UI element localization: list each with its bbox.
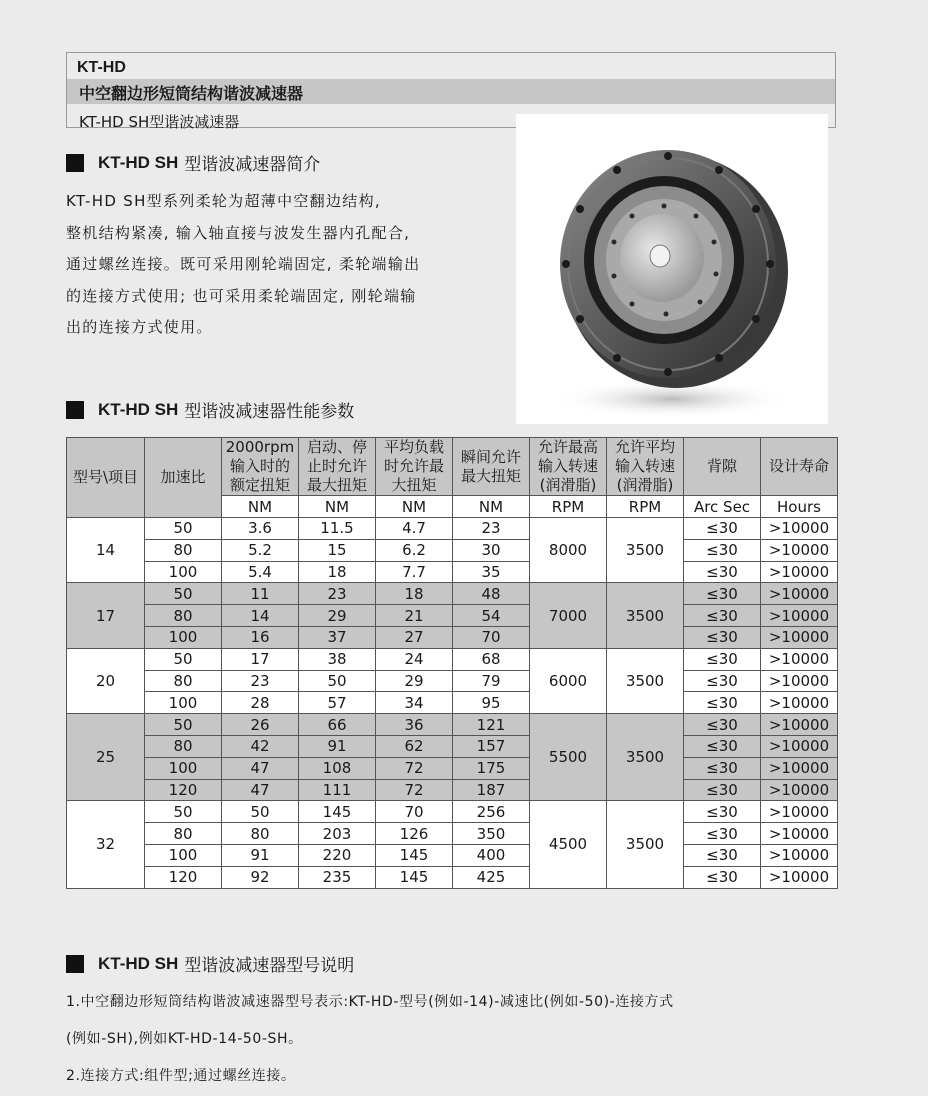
life-cell: >10000 — [761, 779, 838, 801]
ratio-cell: 50 — [145, 714, 222, 736]
life-cell: >10000 — [761, 866, 838, 888]
table-row — [67, 518, 838, 540]
life-cell: >10000 — [761, 844, 838, 866]
backlash-cell: ≤30 — [684, 779, 761, 801]
intro-title-rest: 型谐波减速器简介 — [184, 155, 321, 175]
rated-torque-cell: 17 — [222, 648, 299, 670]
rated-torque-cell: 50 — [222, 801, 299, 823]
note-line: 2.连接方式:组件型;通过螺丝连接。 — [66, 1068, 296, 1084]
startstop-torque-cell: 18 — [299, 561, 376, 583]
backlash-cell: ≤30 — [684, 692, 761, 714]
life-cell: >10000 — [761, 605, 838, 627]
avg-torque-cell: 145 — [376, 866, 453, 888]
momentary-torque-cell: 68 — [453, 648, 530, 670]
startstop-torque-cell: 203 — [299, 823, 376, 845]
header-cell: 允许平均 输入转速 (润滑脂) — [607, 438, 684, 496]
life-cell: >10000 — [761, 735, 838, 757]
model-cell: 17 — [67, 583, 145, 648]
intro-line: KT-HD SH型系列柔轮为超薄中空翻边结构, — [66, 192, 381, 210]
unit-cell: NM — [453, 496, 530, 518]
avg-torque-cell: 126 — [376, 823, 453, 845]
avg-torque-cell: 36 — [376, 714, 453, 736]
header-cell: 背隙 — [684, 438, 761, 496]
params-title-bold: KT-HD SH — [98, 399, 179, 419]
momentary-torque-cell: 256 — [453, 801, 530, 823]
life-cell: >10000 — [761, 714, 838, 736]
ratio-cell: 100 — [145, 626, 222, 648]
table-row — [67, 670, 838, 692]
life-cell: >10000 — [761, 648, 838, 670]
life-cell: >10000 — [761, 692, 838, 714]
ratio-cell: 50 — [145, 648, 222, 670]
intro-text — [66, 186, 496, 344]
max-speed-cell: 8000 — [530, 518, 607, 583]
life-cell: >10000 — [761, 539, 838, 561]
avg-torque-cell: 145 — [376, 844, 453, 866]
intro-line: 出的连接方式使用。 — [66, 318, 213, 336]
square-bullet-icon — [66, 955, 84, 973]
backlash-cell: ≤30 — [684, 648, 761, 670]
startstop-torque-cell: 145 — [299, 801, 376, 823]
unit-cell: RPM — [607, 496, 684, 518]
backlash-cell: ≤30 — [684, 844, 761, 866]
max-speed-cell: 5500 — [530, 714, 607, 801]
avg-torque-cell: 18 — [376, 583, 453, 605]
backlash-cell: ≤30 — [684, 866, 761, 888]
avg-torque-cell: 27 — [376, 626, 453, 648]
momentary-torque-cell: 30 — [453, 539, 530, 561]
header-cell: 型号\项目 — [67, 438, 145, 518]
table-row — [67, 779, 838, 801]
ratio-cell: 100 — [145, 692, 222, 714]
ratio-cell: 50 — [145, 518, 222, 540]
life-cell: >10000 — [761, 583, 838, 605]
rated-torque-cell: 80 — [222, 823, 299, 845]
unit-cell: RPM — [530, 496, 607, 518]
startstop-torque-cell: 50 — [299, 670, 376, 692]
rated-torque-cell: 26 — [222, 714, 299, 736]
momentary-torque-cell: 175 — [453, 757, 530, 779]
startstop-torque-cell: 235 — [299, 866, 376, 888]
table-row — [67, 583, 838, 605]
ratio-cell: 80 — [145, 670, 222, 692]
harmonic-reducer-image — [516, 114, 828, 424]
ratio-cell: 50 — [145, 583, 222, 605]
startstop-torque-cell: 57 — [299, 692, 376, 714]
backlash-cell: ≤30 — [684, 605, 761, 627]
params-title — [66, 397, 354, 422]
table-row — [67, 844, 838, 866]
intro-line: 通过螺丝连接。既可采用刚轮端固定, 柔轮端输出 — [66, 255, 421, 273]
spec-table — [66, 437, 838, 889]
momentary-torque-cell: 425 — [453, 866, 530, 888]
avg-torque-cell: 34 — [376, 692, 453, 714]
header-subtitle: KT-HD SH型谐波减速器 — [79, 113, 240, 131]
rated-torque-cell: 5.4 — [222, 561, 299, 583]
unit-cell: NM — [222, 496, 299, 518]
header-cell: 2000rpm 输入时的 额定扭矩 — [222, 438, 299, 496]
header-code: KT-HD — [77, 59, 126, 76]
startstop-torque-cell: 15 — [299, 539, 376, 561]
rated-torque-cell: 16 — [222, 626, 299, 648]
intro-line: 整机结构紧凑, 输入轴直接与波发生器内孔配合, — [66, 223, 411, 242]
unit-cell: NM — [376, 496, 453, 518]
avg-torque-cell: 4.7 — [376, 518, 453, 540]
avg-speed-cell: 3500 — [607, 518, 684, 583]
unit-cell: Hours — [761, 496, 838, 518]
ratio-cell: 100 — [145, 757, 222, 779]
model-cell: 20 — [67, 648, 145, 713]
life-cell: >10000 — [761, 626, 838, 648]
ratio-cell: 120 — [145, 779, 222, 801]
momentary-torque-cell: 35 — [453, 561, 530, 583]
table-row — [67, 539, 838, 561]
startstop-torque-cell: 37 — [299, 626, 376, 648]
life-cell: >10000 — [761, 801, 838, 823]
header-cell: 平均负载 时允许最 大扭矩 — [376, 438, 453, 496]
backlash-cell: ≤30 — [684, 735, 761, 757]
product-photo — [516, 114, 828, 424]
backlash-cell: ≤30 — [684, 539, 761, 561]
startstop-torque-cell: 38 — [299, 648, 376, 670]
table-row — [67, 626, 838, 648]
unit-cell: Arc Sec — [684, 496, 761, 518]
table-row — [67, 648, 838, 670]
avg-torque-cell: 21 — [376, 605, 453, 627]
header-band — [67, 79, 835, 104]
life-cell: >10000 — [761, 670, 838, 692]
rated-torque-cell: 47 — [222, 757, 299, 779]
momentary-torque-cell: 48 — [453, 583, 530, 605]
backlash-cell: ≤30 — [684, 626, 761, 648]
max-speed-cell: 7000 — [530, 583, 607, 648]
header-cell: 加速比 — [145, 438, 222, 518]
avg-torque-cell: 29 — [376, 670, 453, 692]
momentary-torque-cell: 79 — [453, 670, 530, 692]
table-row — [67, 866, 838, 888]
avg-torque-cell: 6.2 — [376, 539, 453, 561]
header-cell: 瞬间允许 最大扭矩 — [453, 438, 530, 496]
startstop-torque-cell: 29 — [299, 605, 376, 627]
momentary-torque-cell: 157 — [453, 735, 530, 757]
intro-line: 的连接方式使用; 也可采用柔轮端固定, 刚轮端输 — [66, 286, 417, 305]
model-desc-notes — [66, 984, 856, 1095]
avg-speed-cell: 3500 — [607, 714, 684, 801]
momentary-torque-cell: 121 — [453, 714, 530, 736]
model-desc-title — [66, 951, 354, 976]
startstop-torque-cell: 111 — [299, 779, 376, 801]
ratio-cell: 100 — [145, 561, 222, 583]
life-cell: >10000 — [761, 518, 838, 540]
rated-torque-cell: 47 — [222, 779, 299, 801]
rated-torque-cell: 91 — [222, 844, 299, 866]
table-row — [67, 801, 838, 823]
momentary-torque-cell: 95 — [453, 692, 530, 714]
momentary-torque-cell: 70 — [453, 626, 530, 648]
note-line: (例如-SH),例如KT-HD-14-50-SH。 — [66, 1031, 303, 1047]
table-row — [67, 714, 838, 736]
rated-torque-cell: 28 — [222, 692, 299, 714]
header-cell: 启动、停 止时允许 最大扭矩 — [299, 438, 376, 496]
model-cell: 32 — [67, 801, 145, 888]
avg-torque-cell: 70 — [376, 801, 453, 823]
backlash-cell: ≤30 — [684, 714, 761, 736]
rated-torque-cell: 14 — [222, 605, 299, 627]
startstop-torque-cell: 91 — [299, 735, 376, 757]
backlash-cell: ≤30 — [684, 561, 761, 583]
model-desc-title-bold: KT-HD SH — [98, 953, 179, 973]
rated-torque-cell: 5.2 — [222, 539, 299, 561]
avg-torque-cell: 7.7 — [376, 561, 453, 583]
avg-torque-cell: 62 — [376, 735, 453, 757]
momentary-torque-cell: 350 — [453, 823, 530, 845]
rated-torque-cell: 92 — [222, 866, 299, 888]
avg-torque-cell: 72 — [376, 757, 453, 779]
model-cell: 25 — [67, 714, 145, 801]
backlash-cell: ≤30 — [684, 518, 761, 540]
life-cell: >10000 — [761, 823, 838, 845]
rated-torque-cell: 23 — [222, 670, 299, 692]
spec-table-body — [67, 518, 838, 889]
rated-torque-cell: 3.6 — [222, 518, 299, 540]
table-row — [67, 735, 838, 757]
table-row — [67, 605, 838, 627]
startstop-torque-cell: 66 — [299, 714, 376, 736]
note-line: 1.中空翻边形短筒结构谐波减速器型号表示:KT-HD-型号(例如-14)-减速比(例如-50)-连接方式 — [66, 994, 674, 1010]
ratio-cell: 80 — [145, 735, 222, 757]
life-cell: >10000 — [761, 561, 838, 583]
ratio-cell: 80 — [145, 605, 222, 627]
avg-speed-cell: 3500 — [607, 583, 684, 648]
model-cell: 14 — [67, 518, 145, 583]
ratio-cell: 50 — [145, 801, 222, 823]
header-band-title: 中空翻边形短筒结构谐波减速器 — [79, 84, 304, 103]
params-title-rest: 型谐波减速器性能参数 — [184, 402, 355, 422]
table-row — [67, 757, 838, 779]
backlash-cell: ≤30 — [684, 757, 761, 779]
backlash-cell: ≤30 — [684, 823, 761, 845]
momentary-torque-cell: 23 — [453, 518, 530, 540]
momentary-torque-cell: 400 — [453, 844, 530, 866]
startstop-torque-cell: 108 — [299, 757, 376, 779]
momentary-torque-cell: 54 — [453, 605, 530, 627]
backlash-cell: ≤30 — [684, 670, 761, 692]
avg-speed-cell: 3500 — [607, 801, 684, 888]
life-cell: >10000 — [761, 757, 838, 779]
max-speed-cell: 6000 — [530, 648, 607, 713]
model-desc-title-rest: 型谐波减速器型号说明 — [184, 956, 355, 976]
unit-cell: NM — [299, 496, 376, 518]
table-row — [67, 692, 838, 714]
table-row — [67, 561, 838, 583]
square-bullet-icon — [66, 401, 84, 419]
header-cell: 允许最高 输入转速 (润滑脂) — [530, 438, 607, 496]
square-bullet-icon — [66, 154, 84, 172]
avg-speed-cell: 3500 — [607, 648, 684, 713]
startstop-torque-cell: 23 — [299, 583, 376, 605]
momentary-torque-cell: 187 — [453, 779, 530, 801]
ratio-cell: 80 — [145, 539, 222, 561]
ratio-cell: 100 — [145, 844, 222, 866]
backlash-cell: ≤30 — [684, 583, 761, 605]
startstop-torque-cell: 11.5 — [299, 518, 376, 540]
avg-torque-cell: 72 — [376, 779, 453, 801]
table-row — [67, 823, 838, 845]
rated-torque-cell: 11 — [222, 583, 299, 605]
intro-title — [66, 150, 320, 175]
backlash-cell: ≤30 — [684, 801, 761, 823]
ratio-cell: 120 — [145, 866, 222, 888]
rated-torque-cell: 42 — [222, 735, 299, 757]
max-speed-cell: 4500 — [530, 801, 607, 888]
header-cell: 设计寿命 — [761, 438, 838, 496]
avg-torque-cell: 24 — [376, 648, 453, 670]
intro-title-bold: KT-HD SH — [98, 152, 179, 172]
ratio-cell: 80 — [145, 823, 222, 845]
startstop-torque-cell: 220 — [299, 844, 376, 866]
